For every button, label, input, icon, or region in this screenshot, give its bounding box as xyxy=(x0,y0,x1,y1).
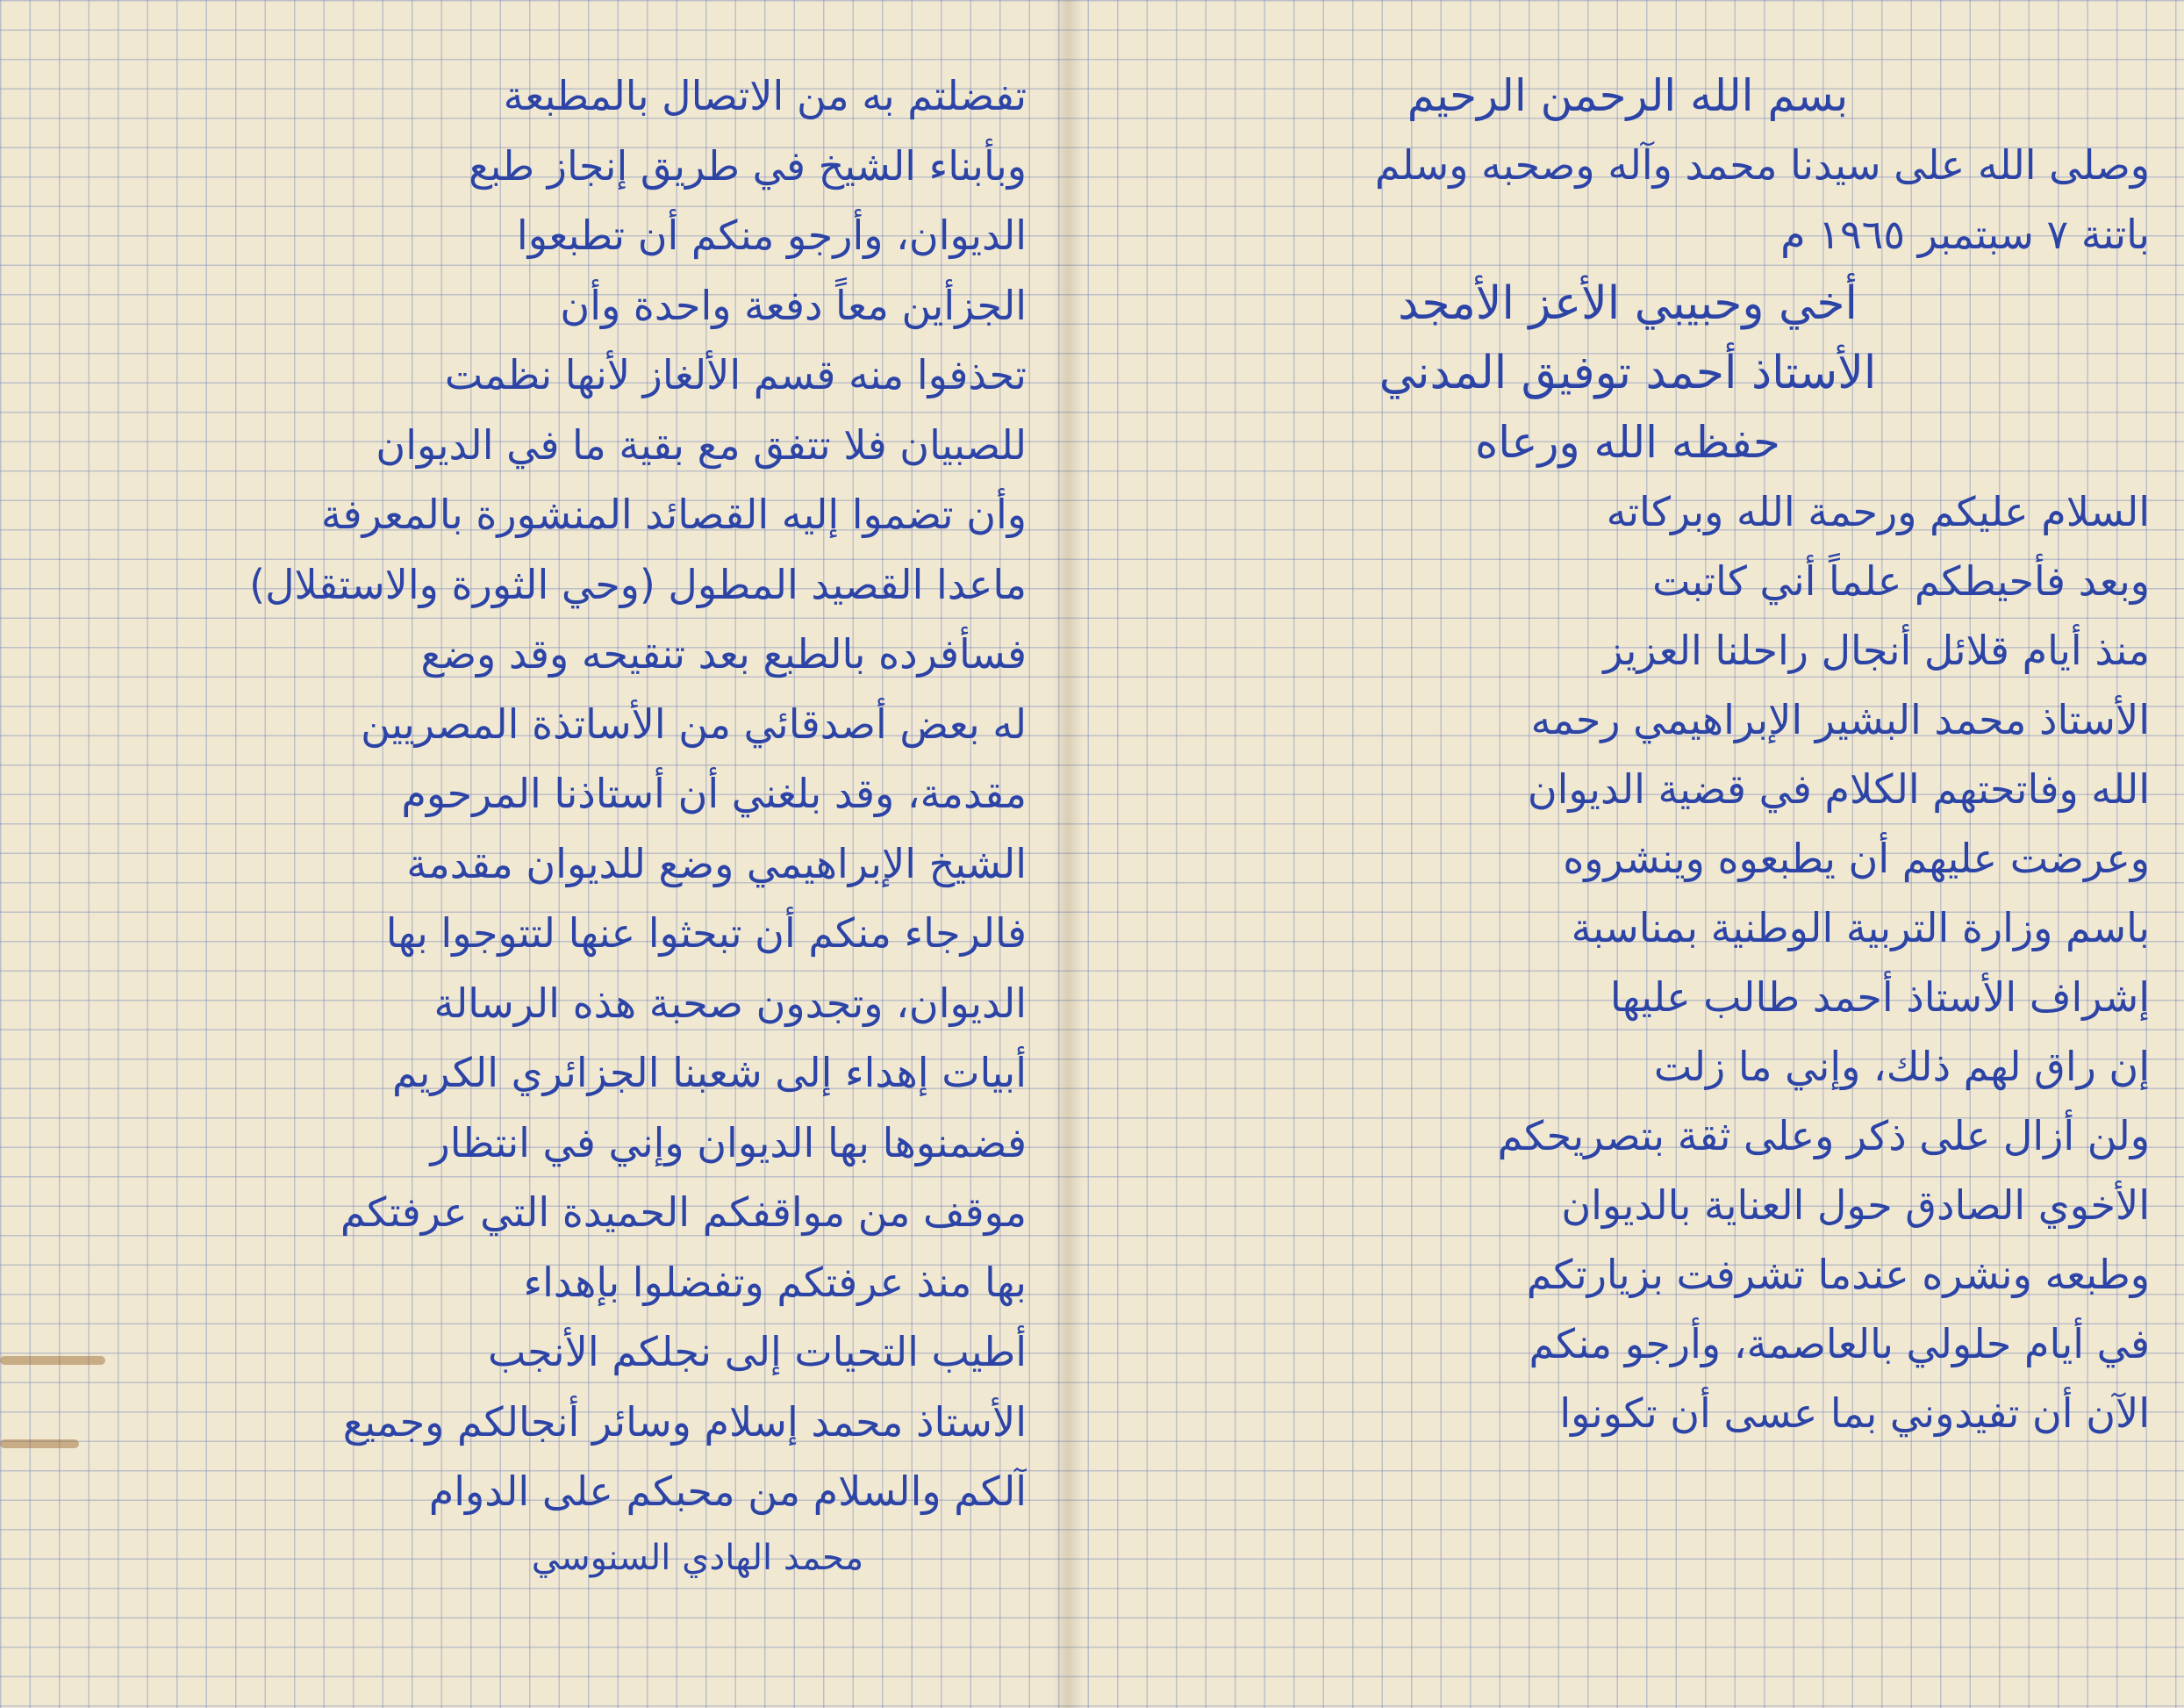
body-line: الله وفاتحتهم الكلام في قضية الديوان xyxy=(1527,765,2150,813)
body-line: منذ أيام قلائل أنجال راحلنا العزيز xyxy=(1603,627,2150,674)
left-line: وأن تضموا إليه القصائد المنشورة بالمعرفة xyxy=(320,491,1027,538)
addressee-line: الأستاذ أحمد توفيق المدني xyxy=(1378,347,1877,399)
body-line: السلام عليكم ورحمة الله وبركاته xyxy=(1606,488,2150,535)
signature: محمد الهادي السنوسي xyxy=(531,1537,864,1578)
left-line: فالرجاء منكم أن تبحثوا عنها لتتوجوا بها xyxy=(385,909,1027,957)
left-line: للصبيان فلا تتفق مع بقية ما في الديوان xyxy=(376,420,1027,469)
body-line: ولن أزال على ذكر وعلى ثقة بتصريحكم xyxy=(1497,1112,2150,1159)
salawat-line: وصلى الله على سيدنا محمد وآله وصحبه وسلم xyxy=(1374,141,2150,189)
right-page xyxy=(1106,61,2150,1448)
left-line: الجزأين معاً دفعة واحدة وأن xyxy=(560,281,1027,329)
left-line: وبأبناء الشيخ في طريق إنجاز طبع xyxy=(469,141,1027,190)
left-line: له بعض أصدقائي من الأساتذة المصريين xyxy=(361,700,1027,748)
left-line: فسأفرده بالطبع بعد تنقيحه وقد وضع xyxy=(420,630,1027,678)
body-line: إن راق لهم ذلك، وإني ما زلت xyxy=(1653,1043,2150,1090)
left-line: آلكم والسلام من محبكم على الدوام xyxy=(428,1468,1027,1515)
body-line: باسم وزارة التربية الوطنية بمناسبة xyxy=(1571,904,2150,951)
left-line: أبيات إهداء إلى شعبنا الجزائري الكريم xyxy=(392,1049,1027,1096)
left-line: مقدمة، وقد بلغني أن أستاذنا المرحوم xyxy=(401,770,1027,817)
body-line: في أيام حلولي بالعاصمة، وأرجو منكم xyxy=(1529,1320,2150,1367)
body-line: وعرضت عليهم أن يطبعوه وينشروه xyxy=(1563,835,2150,882)
left-line: ماعدا القصيد المطول (وحي الثورة والاستقلال) xyxy=(249,560,1027,608)
left-line: موقف من مواقفكم الحميدة التي عرفتكم xyxy=(340,1188,1027,1236)
addressee-line: حفظه الله ورعاه xyxy=(1475,417,1780,468)
left-line: بها منذ عرفتكم وتفضلوا بإهداء xyxy=(523,1258,1027,1306)
basmala: بسم الله الرحمن الرحيم xyxy=(1407,70,1849,121)
body-line: الأستاذ محمد البشير الإبراهيمي رحمه xyxy=(1530,696,2150,743)
body-line: وبعد فأحيطكم علماً أني كاتبت xyxy=(1652,557,2150,605)
left-line: تحذفوا منه قسم الألغاز لأنها نظمت xyxy=(444,351,1027,398)
left-page xyxy=(35,61,1027,1589)
page-fold xyxy=(1053,0,1083,1708)
left-line: فضمنوها بها الديوان وإني في انتظار xyxy=(430,1118,1027,1166)
body-line: إشراف الأستاذ أحمد طالب عليها xyxy=(1609,973,2150,1021)
body-line: الآن أن تفيدوني بما عسى أن تكونوا xyxy=(1559,1389,2150,1437)
body-line: وطبعه ونشره عندما تشرفت بزيارتكم xyxy=(1526,1251,2150,1298)
addressee-line: أخي وحبيبي الأعز الأمجد xyxy=(1398,277,1858,330)
date-line: باتنة ٧ سبتمبر ١٩٦٥ م xyxy=(1780,211,2150,258)
left-line: الديوان، وتجدون صحبة هذه الرسالة xyxy=(433,979,1027,1027)
left-line: أطيب التحيات إلى نجلكم الأنجب xyxy=(487,1328,1027,1375)
left-line: الديوان، وأرجو منكم أن تطبعوا xyxy=(516,212,1027,259)
left-line: الشيخ الإبراهيمي وضع للديوان مقدمة xyxy=(406,839,1027,887)
body-line: الأخوي الصادق حول العناية بالديوان xyxy=(1561,1181,2150,1229)
left-line: الأستاذ محمد إسلام وسائر أنجالكم وجميع xyxy=(342,1397,1027,1446)
left-line: تفضلتم به من الاتصال بالمطبعة xyxy=(503,72,1027,119)
